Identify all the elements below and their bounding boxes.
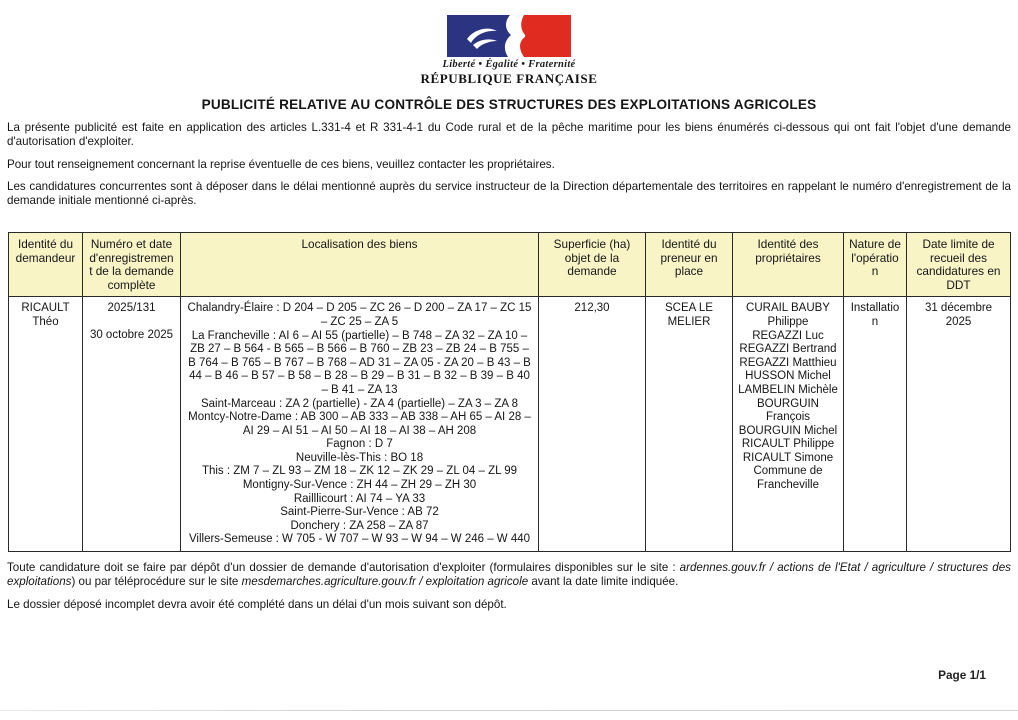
- header-date-limite: Date limite de recueil des candidatures en DDT: [907, 232, 1011, 296]
- localisation-line: Saint-Marceau : ZA 2 (partielle) - ZA 4 (partielle) – ZA 3 – ZA 8: [200, 397, 519, 410]
- footer-paragraph-1: [7, 561, 1011, 589]
- header-numero-date: Numéro et date d'enregistrement de la demande complète: [83, 232, 181, 296]
- date-enregistrement: 30 octobre 2025: [89, 328, 174, 341]
- proprietaire-name: BOURGUIN François: [757, 397, 819, 424]
- header-proprietaires: Identité des propriétaires: [733, 232, 844, 296]
- localisation-line: Villers-Semeuse : W 705 - W 707 – W 93 – W 94 – W 246 – W 440: [188, 533, 531, 546]
- cell-numero-date: [83, 297, 181, 552]
- table-header-row: [9, 232, 1011, 296]
- proprietaire-name: RICAULT Simone: [742, 451, 834, 464]
- spacer: [88, 316, 175, 329]
- footer-paragraph-2: Le dossier déposé incomplet devra avoir été complété dans un délai d'un mois suivant son dépôt.: [7, 597, 507, 611]
- demandeur-nom: RICAULT: [21, 302, 70, 315]
- proprietaire-name: REGAZZI Matthieu: [739, 356, 837, 369]
- marianne-flag-icon: [447, 15, 571, 57]
- proprietaire-name: CURAIL BAUBY Philippe: [746, 302, 830, 328]
- localisation-line: This : ZM 7 – ZL 93 – ZM 18 – ZK 12 – ZK 29 – ZL 04 – ZL 99: [201, 465, 518, 478]
- intro-paragraph-2: Pour tout renseignement concernant la reprise éventuelle de ces biens, veuillez contacter les propriétaires.: [7, 157, 555, 171]
- scan-edge-line: [0, 710, 1018, 711]
- localisation-line: Montigny-Sur-Vence : ZH 44 – ZH 29 – ZH 30: [242, 479, 477, 492]
- proprietaire-name: REGAZZI Luc: [752, 329, 824, 342]
- proprietaire-name: HUSSON Michel: [745, 370, 831, 383]
- cell-demandeur: [9, 297, 83, 552]
- cell-nature-operation: Installation: [844, 297, 907, 552]
- localisation-line: Saint-Pierre-Sur-Vence : AB 72: [280, 506, 439, 519]
- header-identite-demandeur: Identité du demandeur: [9, 232, 83, 296]
- localisation-line: Montcy-Notre-Dame : AB 300 – AB 333 – AB 338 – AH 65 – AI 28 – AI 29 – AI 51 – AI 50 – AI 18 – AI 38 – AH 208: [188, 411, 531, 437]
- localisation-line: Donchery : ZA 258 – ZA 87: [290, 519, 429, 532]
- cell-date-limite: 31 décembre 2025: [907, 297, 1011, 552]
- localisation-line: Fagnon : D 7: [326, 438, 393, 451]
- intro-paragraph-1: La présente publicité est faite en application des articles L.331-4 et R 331-4-1 du Code rural et de la pêche maritime pour les biens énumérés ci-dessous qui ont fait l'objet d'une demande d'autorisation d'exploiter.: [7, 121, 1011, 148]
- header-superficie: Superficie (ha) objet de la demande: [539, 232, 646, 296]
- proprietaire-name: BOURGUIN Michel: [738, 424, 838, 437]
- header-nature-operation: Nature de l'opération: [844, 232, 907, 296]
- logo-motto: Liberté • Égalité • Fraternité: [442, 59, 576, 70]
- footer-p1-site-mesdemarches: mesdemarches.agriculture.gouv.fr / exploitation agricole: [241, 574, 529, 588]
- demandeur-prenom: Théo: [32, 315, 59, 328]
- publicite-table: [8, 232, 1011, 552]
- cell-preneur: SCEA LE MELIER: [646, 297, 733, 552]
- cell-superficie: 212,30: [539, 297, 646, 552]
- table-row: [9, 297, 1011, 552]
- localisation-line: Neuville-lès-This : BO 18: [295, 451, 424, 464]
- numero-enregistrement: 2025/131: [107, 302, 156, 315]
- logo-republic-name: RÉPUBLIQUE FRANÇAISE: [420, 71, 598, 86]
- footer-p1-text-2: ) ou par téléprocédure sur le site: [71, 574, 242, 588]
- localisation-line: Chalandry-Élaire : D 204 – D 205 – ZC 26 – D 200 – ZA 17 – ZC 15 – ZC 25 – ZA 5: [187, 302, 532, 328]
- footer-p1-text-3: avant la date limite indiquée.: [528, 574, 679, 588]
- footer-p1-site-ardennes: ardennes.gouv.fr / actions de l'Etat / agriculture / structures des exploitations: [7, 561, 1011, 588]
- header-preneur: Identité du preneur en place: [646, 232, 733, 296]
- republique-francaise-logo: [0, 0, 1018, 87]
- proprietaire-name: RICAULT Philippe: [741, 438, 835, 451]
- proprietaire-name: REGAZZI Bertrand: [739, 343, 837, 356]
- page-title: PUBLICITÉ RELATIVE AU CONTRÔLE DES STRUCTURES DES EXPLOITATIONS AGRICOLES: [201, 97, 817, 112]
- localisation-line: Railllicourt : AI 74 – YA 33: [293, 492, 426, 505]
- cell-proprietaires: [733, 297, 844, 552]
- footer-p1-text: Toute candidature doit se faire par dépôt d'un dossier de demande d'autorisation d'exploiter (formulaires disponibles sur le site :: [7, 561, 680, 575]
- page-number: Page 1/1: [938, 668, 986, 682]
- proprietaire-name: Commune de Francheville: [753, 465, 823, 492]
- header-localisation: Localisation des biens: [181, 232, 539, 296]
- proprietaire-name: LAMBELIN Michèle: [738, 383, 838, 396]
- localisation-line: La Francheville : AI 6 – AI 55 (partielle) – B 748 – ZA 32 – ZA 10 – ZB 27 – B 564 - B 565 – B 566 – B 760 – ZB 23 – ZB 24 – B 755 – B 764 – B 765 – B 767 – B 768 – AD 31 – ZA 05 - ZA 20 – B 43 – B 44 – B 46 – B 57 – B 58 – B 28 – B 29 – B 31 – B 32 – B 39 – B 40 – B 41 – ZA 13: [188, 329, 531, 396]
- cell-localisation: [181, 297, 539, 552]
- intro-paragraph-3: Les candidatures concurrentes sont à déposer dans le délai mentionné auprès du service instructeur de la Direction départementale des territoires en rappelant le numéro d'enregistrement de la demande initiale mentionné ci-après.: [7, 180, 1011, 208]
